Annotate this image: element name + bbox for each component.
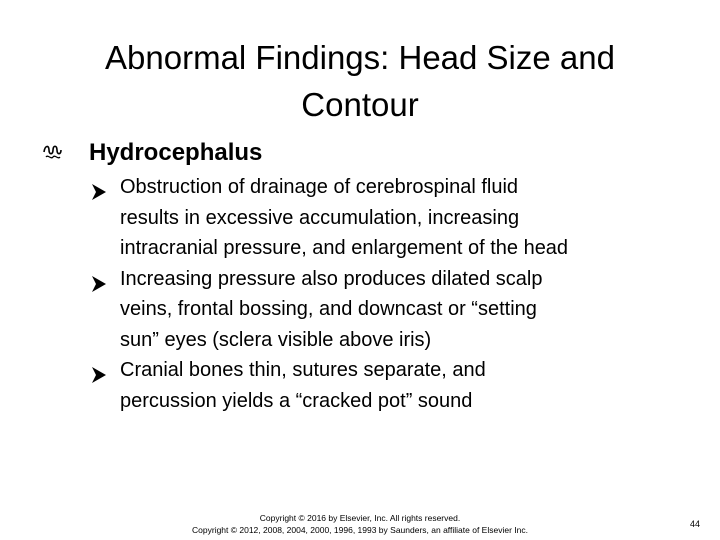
sub-bullet-line: intracranial pressure, and enlargement of the head [120, 237, 569, 259]
arrowhead-bullet-icon [92, 362, 106, 378]
sub-bullet-line: Increasing pressure also produces dilated scalp [120, 267, 543, 290]
sub-bullet-line: Obstruction of drainage of cerebrospinal fluid [120, 176, 519, 198]
arrowhead-bullet-icon [92, 271, 106, 287]
arrowhead-bullet-icon [92, 179, 106, 195]
copyright-line: Copyright © 2012, 2008, 2004, 2000, 1996, 1993 by Saunders, an affiliate of Elsevier Inc. [192, 525, 528, 535]
slide-title: Abnormal Findings: Head Size and Contour [105, 39, 615, 123]
wavy-curly-bullet-icon [42, 141, 64, 163]
sub-bullet-item [92, 172, 672, 264]
sub-bullet-line: sun” eyes (sclera visible above iris) [120, 328, 432, 351]
page-number: 44 [689, 519, 700, 529]
bullet-heading-text: Hydrocephalus [89, 139, 263, 166]
sub-bullet-item [92, 355, 672, 416]
bullet-hydrocephalus [42, 136, 682, 170]
sub-bullet-item [92, 264, 672, 356]
sub-bullet-line: veins, frontal bossing, and downcast or “setting [120, 298, 537, 320]
sub-bullet-list [92, 172, 672, 416]
sub-bullet-line: Cranial bones thin, sutures separate, and [120, 359, 486, 381]
sub-bullet-line: results in excessive accumulation, increasing [120, 206, 520, 229]
copyright-line: Copyright © 2016 by Elsevier, Inc. All rights reserved. [259, 513, 461, 523]
footer-copyright [150, 512, 570, 536]
sub-bullet-line: percussion yields a “cracked pot” sound [120, 389, 473, 412]
